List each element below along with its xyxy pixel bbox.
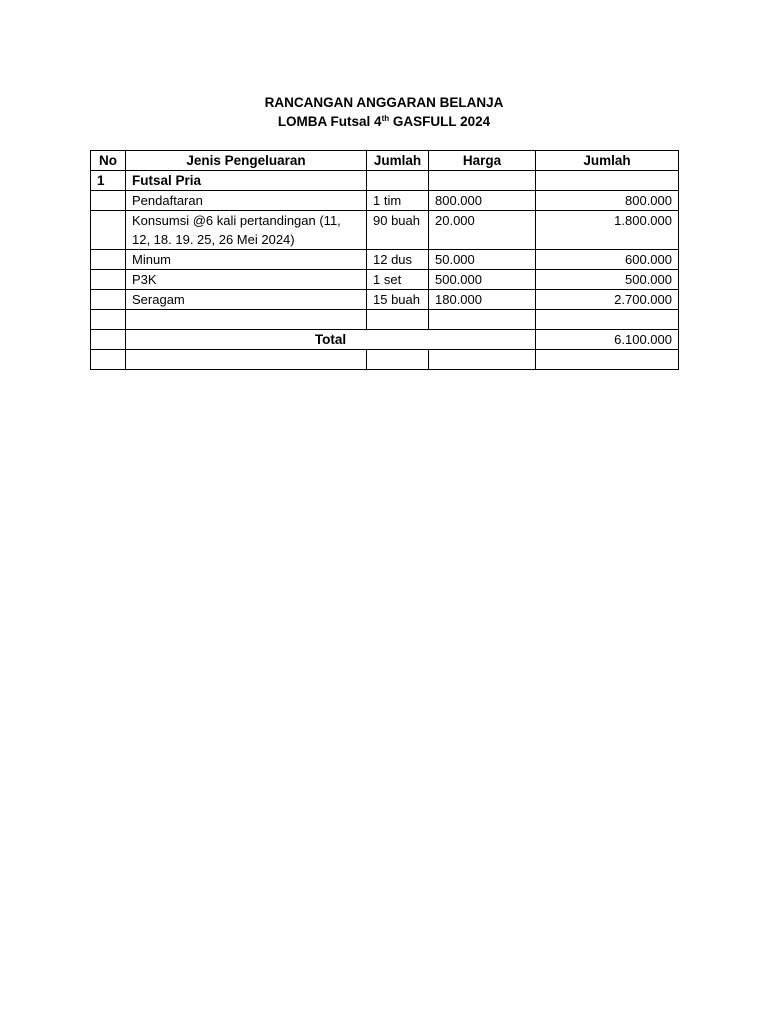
header-total: Jumlah — [536, 151, 679, 171]
section-number: 1 — [91, 171, 126, 191]
empty-cell — [126, 350, 367, 370]
empty-cell — [367, 310, 429, 330]
table-row — [91, 191, 679, 211]
empty-cell — [429, 171, 536, 191]
row-total: 800.000 — [536, 191, 679, 211]
empty-cell — [91, 290, 126, 310]
empty-cell — [91, 211, 126, 250]
empty-cell — [367, 171, 429, 191]
subtitle-prefix: LOMBA Futsal 4 — [277, 114, 382, 129]
table-header-row — [91, 151, 679, 171]
header-quantity: Jumlah — [367, 151, 429, 171]
row-item: Seragam — [126, 290, 367, 310]
section-row — [91, 171, 679, 191]
row-total: 1.800.000 — [536, 211, 679, 250]
row-item: Pendaftaran — [126, 191, 367, 211]
empty-cell — [91, 250, 126, 270]
row-price: 180.000 — [429, 290, 536, 310]
empty-row — [91, 350, 679, 370]
row-price: 20.000 — [429, 211, 536, 250]
row-quantity: 90 buah — [367, 211, 429, 250]
total-value: 6.100.000 — [536, 330, 679, 350]
section-label: Futsal Pria — [126, 171, 367, 191]
header-price: Harga — [429, 151, 536, 171]
header-no: No — [91, 151, 126, 171]
empty-cell — [536, 171, 679, 191]
subtitle-superscript: th — [381, 114, 390, 123]
row-price: 50.000 — [429, 250, 536, 270]
row-total: 2.700.000 — [536, 290, 679, 310]
row-total: 600.000 — [536, 250, 679, 270]
row-item: P3K — [126, 270, 367, 290]
empty-row — [91, 310, 679, 330]
empty-cell — [91, 350, 126, 370]
empty-cell — [367, 350, 429, 370]
empty-cell — [429, 310, 536, 330]
empty-cell — [536, 310, 679, 330]
total-row — [91, 330, 679, 350]
subtitle-suffix: GASFULL 2024 — [389, 114, 491, 129]
document-title: RANCANGAN ANGGARAN BELANJA — [264, 95, 504, 110]
row-quantity: 1 set — [367, 270, 429, 290]
empty-cell — [536, 350, 679, 370]
total-label: Total — [126, 330, 536, 350]
table-row — [91, 270, 679, 290]
empty-cell — [429, 350, 536, 370]
empty-cell — [126, 310, 367, 330]
header-item: Jenis Pengeluaran — [126, 151, 367, 171]
table-row — [91, 211, 679, 250]
empty-cell — [91, 330, 126, 350]
row-item: Minum — [126, 250, 367, 270]
row-price: 500.000 — [429, 270, 536, 290]
row-quantity: 12 dus — [367, 250, 429, 270]
budget-table — [90, 150, 679, 370]
empty-cell — [91, 191, 126, 211]
table-row — [91, 250, 679, 270]
empty-cell — [91, 310, 126, 330]
row-item: Konsumsi @6 kali pertandingan (11, 12, 18. 19. 25, 26 Mei 2024) — [126, 211, 367, 250]
row-quantity: 1 tim — [367, 191, 429, 211]
row-quantity: 15 buah — [367, 290, 429, 310]
table-row — [91, 290, 679, 310]
row-total: 500.000 — [536, 270, 679, 290]
document-subtitle — [0, 112, 768, 131]
empty-cell — [91, 270, 126, 290]
row-price: 800.000 — [429, 191, 536, 211]
